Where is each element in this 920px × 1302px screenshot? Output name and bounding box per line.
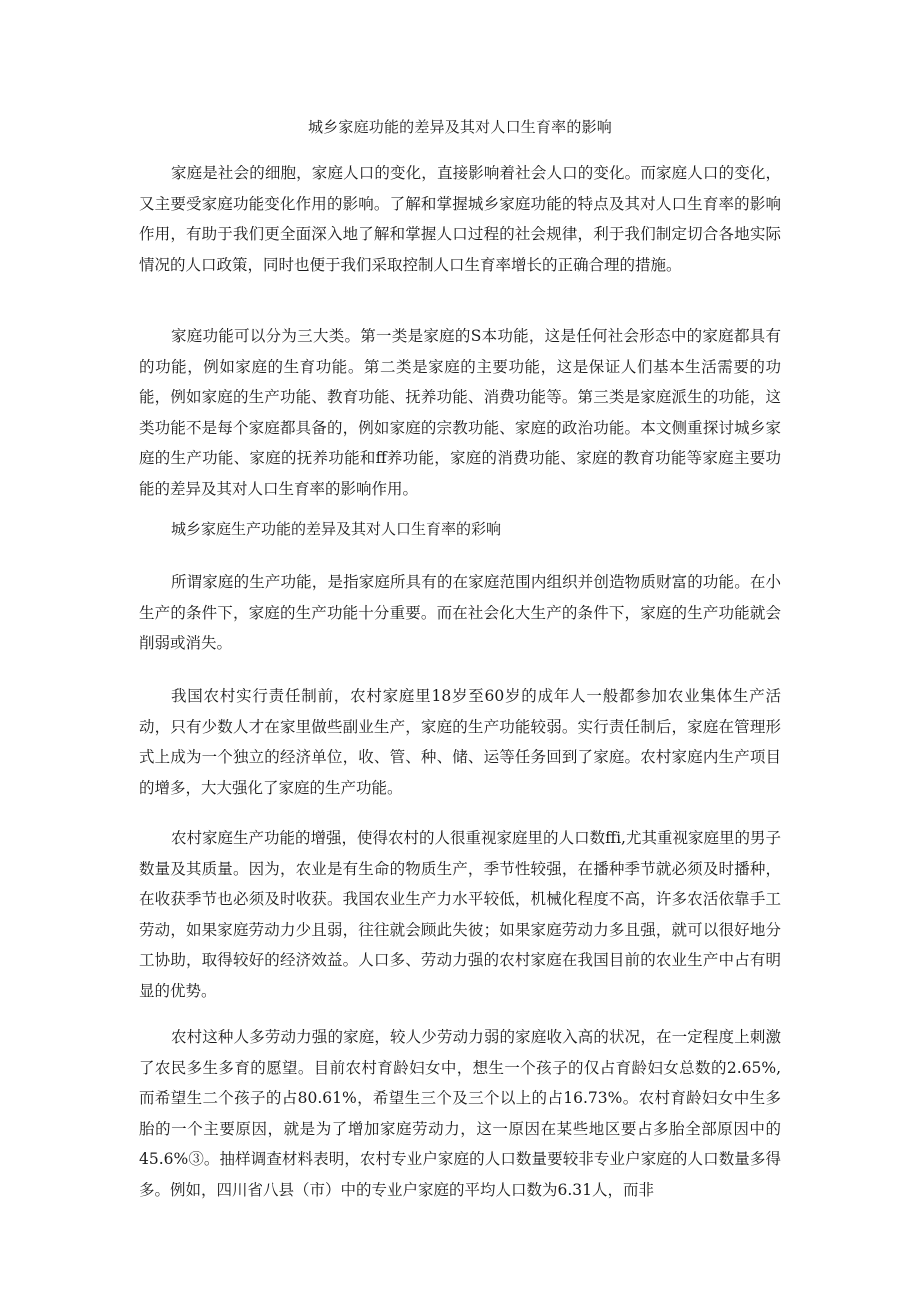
paragraph-labor-importance: 农村家庭生产功能的增强，使得农村的人很重视家庭里的人口数ffi,尤其重视家庭里的男子数量及其质量。因为，农业是有生命的物质生产，季节性较强，在播种季节就必须及时播种，在收获季节也必须及时收获。我国农业生产力水平较低，机械化程度不高，许多农活依靠手工劳动，如果家庭劳动力少且弱，往往就会顾此失彼；如果家庭劳动力多且强，就可以很好地分工协助，取得较好的经济效益。人口多、劳动力强的农村家庭在我国目前的农业生产中占有明显的优势。 [139,829,781,1000]
paragraph-function-types: 家庭功能可以分为三大类。第一类是家庭的S本功能，这是任何社会形态中的家庭都具有的功能，例如家庭的生育功能。第二类是家庭的主要功能，这是保证人们基本生活需要的功能，例如家庭的生产功能、教育功能、抚养功能、消费功能等。第三类是家庭派生的功能，这类功能不是每个家庭都具备的，例如家庭的宗教功能、家庭的政治功能。本文侧重探讨城乡家庭的生产功能、家庭的抚养功能和ff养功能，家庭的消费功能、家庭的教育功能等家庭主要功能的差异及其对人口生育率的影响作用。 [139,327,781,498]
paragraph-intro: 家庭是社会的细胞，家庭人口的变化，直接影响着社会人口的变化。而家庭人口的变化，又主要受家庭功能变化作用的影响。了解和掌握城乡家庭功能的特点及其对人口生育率的影响作用，有助于我们更全面深入地了解和掌握人口过程的社会规律，利于我们制定切合各地实际情况的人口政策，同时也便于我们采取控制人口生育率增长的正确合理的措施。 [139,164,781,274]
document-title: 城乡家庭功能的差异及其对人口生育率的影响 [307,118,612,136]
section-heading: 城乡家庭生产功能的差异及其对人口生育率的彩响 [171,520,502,538]
paragraph-responsibility-system: 我国农村实行责任制前，农村家庭里18岁至60岁的成年人一般都参加农业集体生产活动，只有少数人才在家里做些副业生产，家庭的生产功能较弱。实行责任制后，家庭在管理形式上成为一个独立的经济单位，收、管、种、储、运等任务回到了家庭。农村家庭内生产项目的增多，大大强化了家庭的生产功能。 [139,687,781,797]
paragraph-production-definition: 所谓家庭的生产功能，是指家庭所具有的在家庭范围内组织并创造物质财富的功能。在小生产的条件下，家庭的生产功能十分重要。而在社会化大生产的条件下，家庭的生产功能就会削弱或消失。 [139,573,781,652]
paragraph-fertility-statistics: 农村这种人多劳动力强的家庭，较人少劳动力弱的家庭收入高的状况，在一定程度上刺激了农民多生多育的愿望。目前农村育龄妇女中，想生一个孩子的仅占育龄妇女总数的2.65%,而希望生二个孩子的占80.61%，希望生三个及三个以上的占16.73%。农村育龄妇女中生多胎的一个主要原因，就是为了增加家庭劳动力，这一原因在某些地区要占多胎全部原因中的45.6%③。抽样调查材料表明，农村专业户家庭的人口数量要较非专业户家庭的人口数量多得多。例如，四川省八县（市）中的专业户家庭的平均人口数为6.31人，而非 [139,1028,781,1199]
